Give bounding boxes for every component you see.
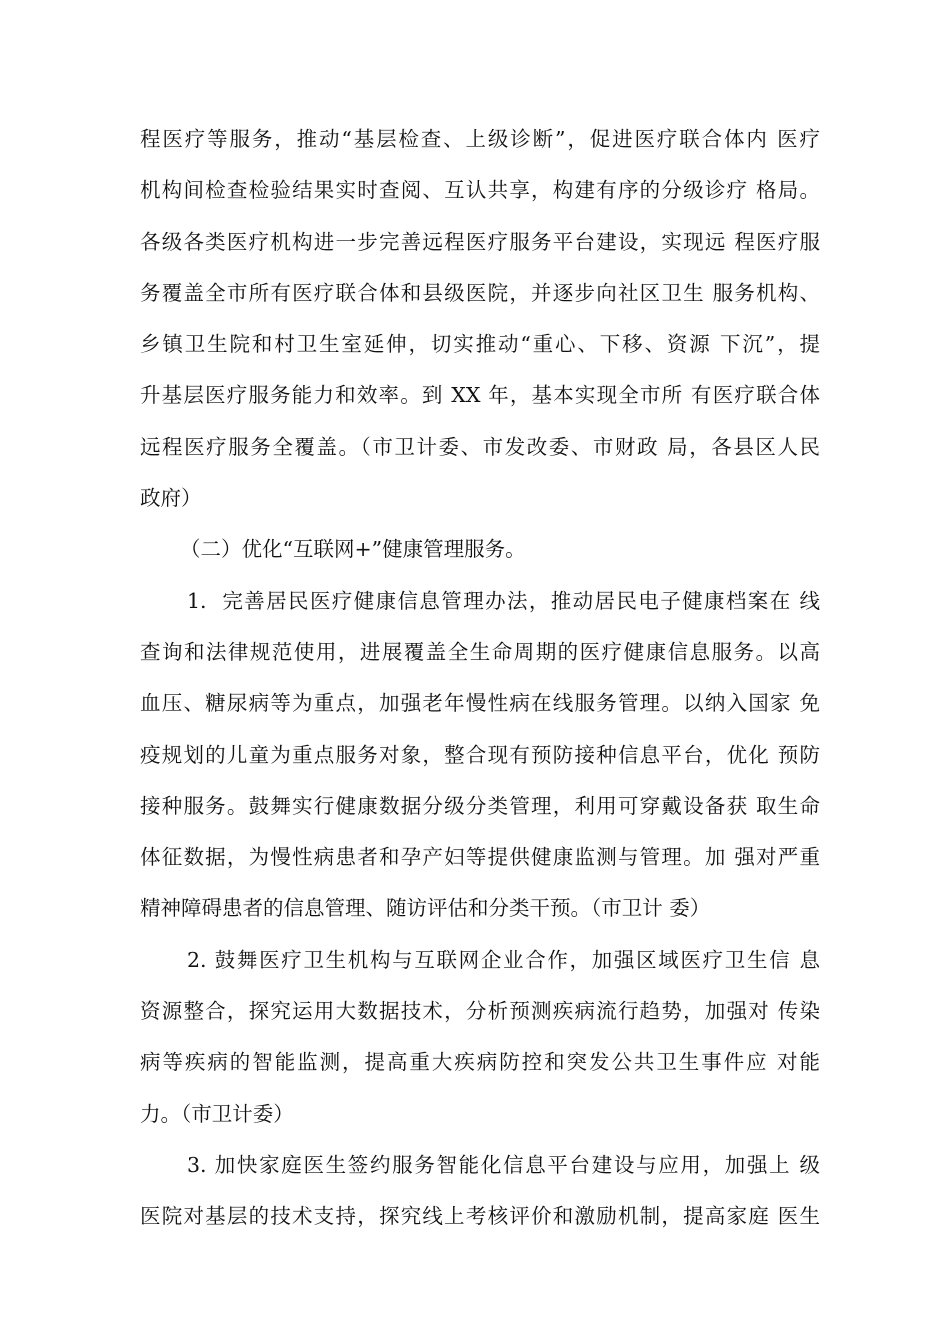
text-line: 升基层医疗服务能力和效率。到 XX 年，基本实现全市所 有医疗联合体 — [140, 383, 820, 408]
text-line: 政府） — [140, 486, 202, 511]
document-body — [140, 114, 820, 1243]
text-line: （二）优化“互联网+”健康管理服务。 — [180, 537, 526, 562]
text-line: 力。（市卫计委） — [140, 1101, 294, 1126]
text-line: 各级各类医疗机构进一步完善远程医疗服务平台建设，实现远 程医疗服 — [140, 229, 820, 254]
text-line: 程医疗等服务，推动“基层检查、上级诊断”，促进医疗联合体内 医疗 — [140, 127, 820, 151]
text-line: 远程医疗服务全覆盖。（市卫计委、市发改委、市财政 局，各县区人民 — [140, 434, 820, 459]
text-line: 资源整合，探究运用大数据技术，分析预测疾病流行趋势，加强对 传染 — [140, 999, 820, 1024]
text-line: 务覆盖全市所有医疗联合体和县级医院，并逐步向社区卫生 服务机构、 — [140, 280, 820, 305]
text-line: 机构间检查检验结果实时查阅、互认共享，构建有序的分级诊疗 格局。 — [140, 178, 820, 203]
text-line: 查询和法律规范使用，进展覆盖全生命周期的医疗健康信息服务。以高 — [140, 639, 820, 664]
text-line: 3. 加快家庭医生签约服务智能化信息平台建设与应用，加强上 级 — [187, 1152, 820, 1177]
text-line: 2. 鼓舞医疗卫生机构与互联网企业合作，加强区域医疗卫生信 息 — [187, 947, 820, 972]
text-line: 接种服务。鼓舞实行健康数据分级分类管理，利用可穿戴设备获 取生命 — [140, 793, 820, 818]
text-line: 体征数据，为慢性病患者和孕产妇等提供健康监测与管理。加 强对严重 — [140, 845, 820, 870]
text-line: 病等疾病的智能监测，提高重大疾病防控和突发公共卫生事件应 对能 — [140, 1050, 820, 1075]
text-line: 1. 完善居民医疗健康信息管理办法，推动居民电子健康档案在 线 — [187, 588, 820, 613]
text-line: 精神障碍患者的信息管理、随访评估和分类干预。（市卫计 委） — [140, 896, 711, 921]
text-line: 乡镇卫生院和村卫生室延伸，切实推动“重心、下移、资源 下沉”，提 — [140, 332, 820, 357]
text-line: 血压、糖尿病等为重点，加强老年慢性病在线服务管理。以纳入国家 免 — [140, 691, 820, 716]
text-line: 医院对基层的技术支持，探究线上考核评价和激励机制，提高家庭 医生 — [140, 1204, 820, 1229]
text-line: 疫规划的儿童为重点服务对象，整合现有预防接种信息平台，优化 预防 — [140, 742, 820, 767]
